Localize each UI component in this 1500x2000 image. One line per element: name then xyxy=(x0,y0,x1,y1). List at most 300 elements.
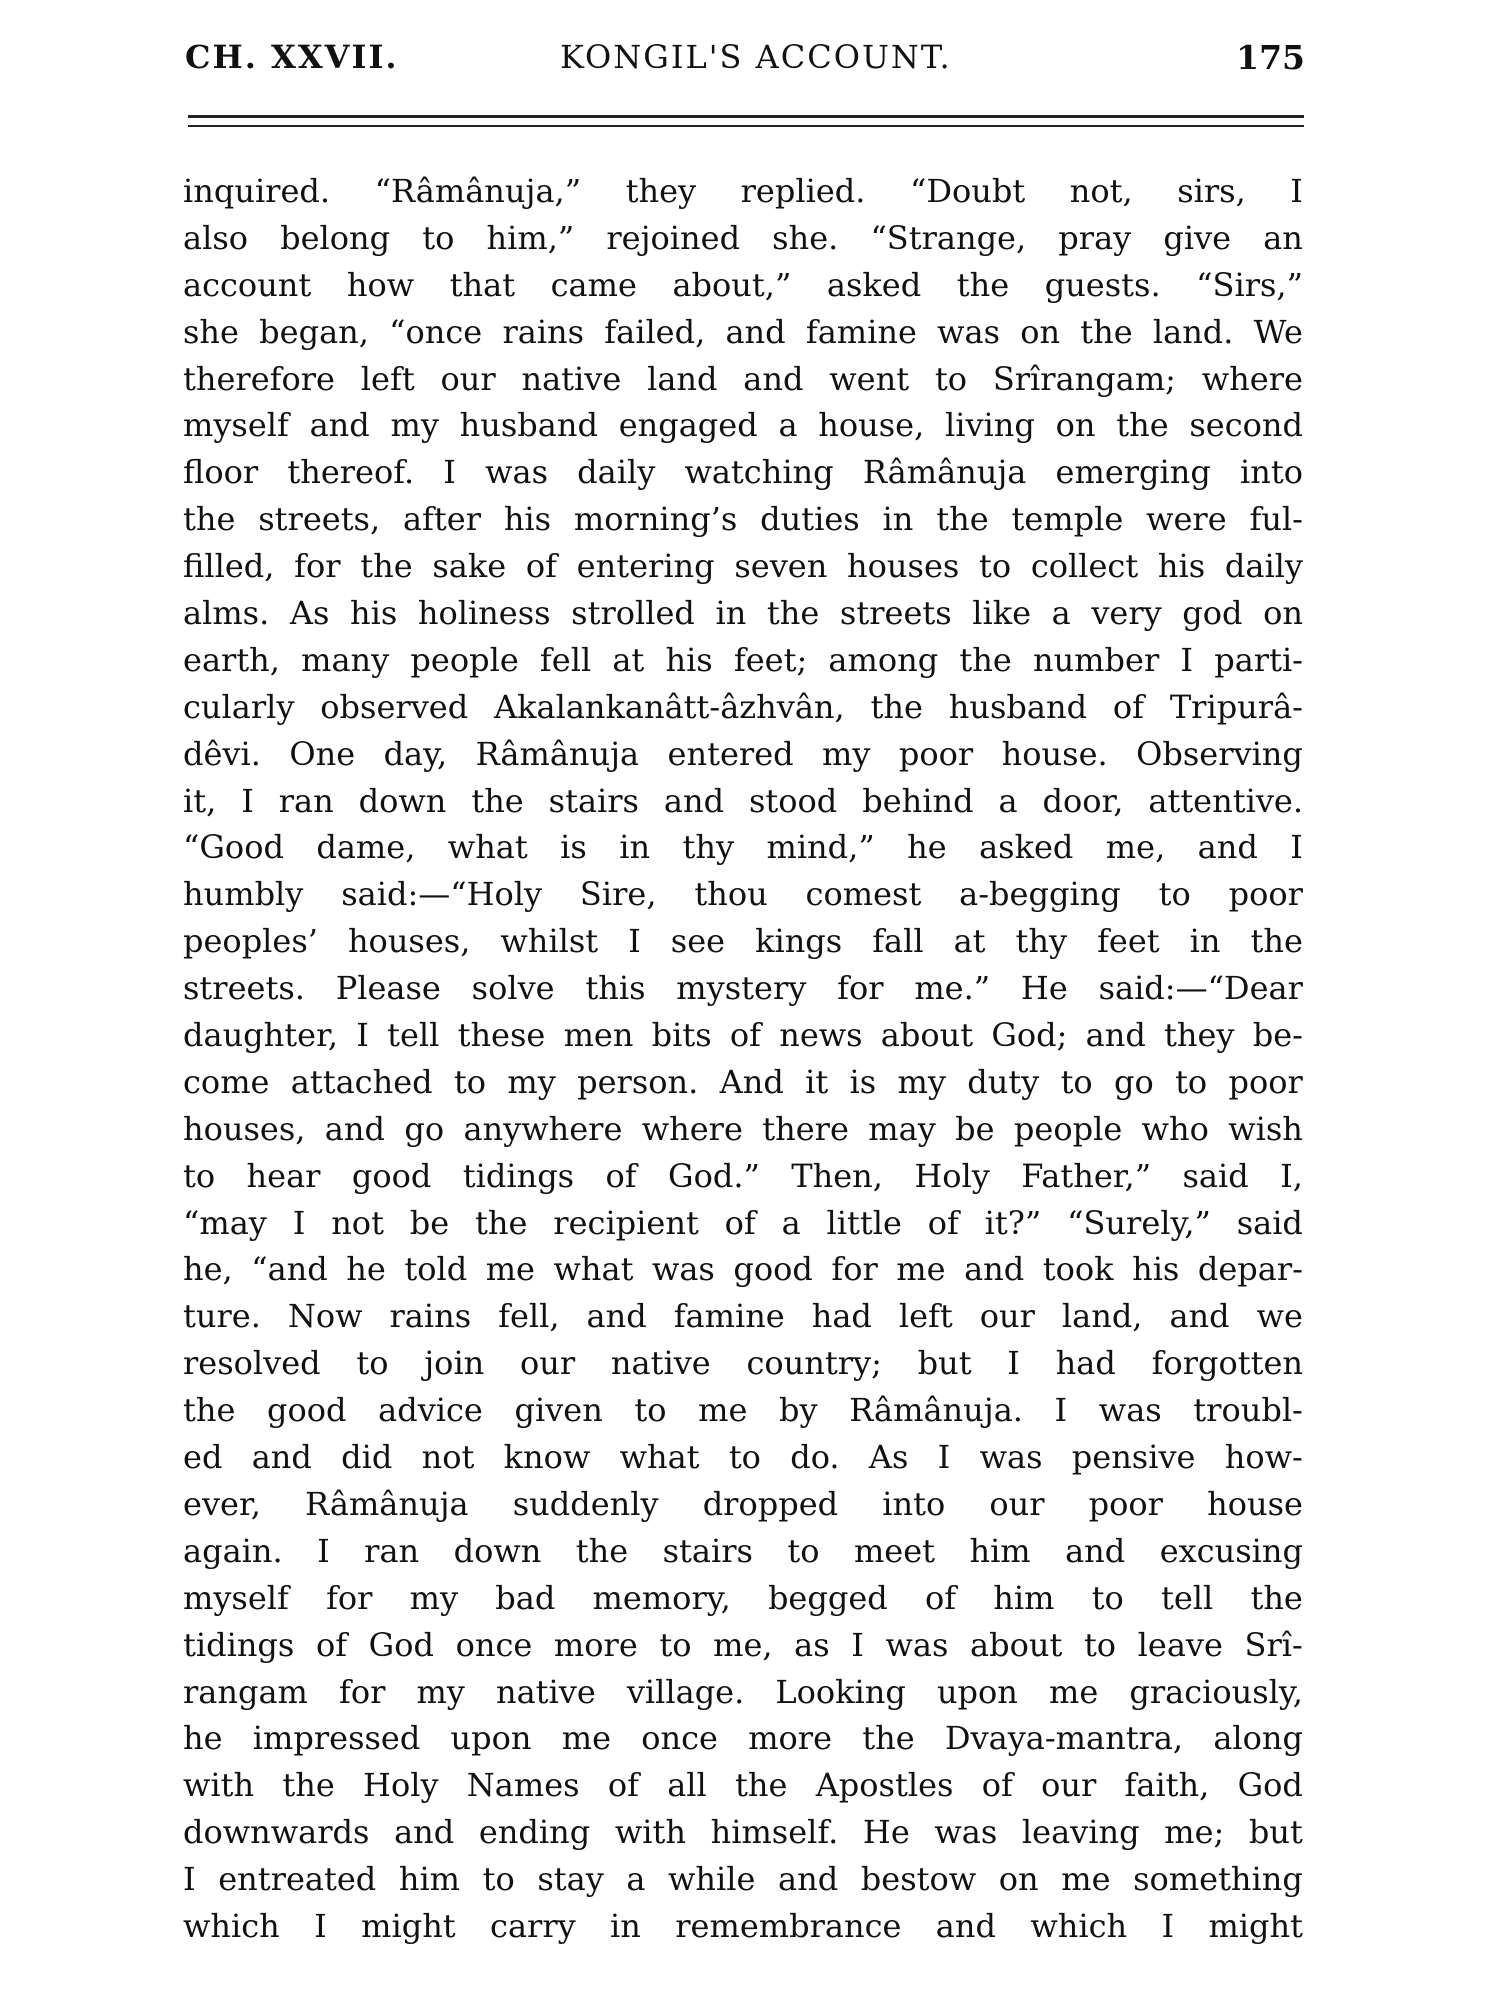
word: to xyxy=(1175,1062,1208,1101)
word: good xyxy=(267,1391,347,1430)
text-line xyxy=(183,778,1303,825)
word: more xyxy=(553,1625,638,1664)
word: tidings xyxy=(183,1625,295,1664)
word: poor xyxy=(898,734,974,773)
word: thou xyxy=(694,875,768,914)
text-line xyxy=(183,871,1303,918)
word: and xyxy=(935,1906,996,1945)
word: excusing xyxy=(1159,1531,1303,1570)
text-line xyxy=(183,1387,1303,1434)
word: be xyxy=(409,1203,450,1242)
word: the xyxy=(183,500,236,539)
word: rangam xyxy=(183,1672,308,1711)
word: we xyxy=(1256,1297,1303,1336)
word: and xyxy=(586,1297,647,1336)
word: He xyxy=(1020,969,1068,1008)
word: holiness xyxy=(417,594,551,633)
word: of xyxy=(525,547,557,586)
running-head xyxy=(185,38,1305,88)
word: seven xyxy=(734,547,828,586)
word: our xyxy=(1041,1766,1097,1805)
word: news xyxy=(779,1016,863,1055)
word: tell xyxy=(1160,1578,1214,1617)
word: to xyxy=(979,547,1012,586)
word: ever, xyxy=(183,1484,261,1523)
word: god xyxy=(1182,594,1243,633)
word: He xyxy=(862,1813,910,1852)
text-line xyxy=(183,1481,1303,1528)
word: daily xyxy=(577,453,656,492)
word: about,” xyxy=(672,265,792,304)
word: husband xyxy=(948,687,1088,726)
word: anywhere xyxy=(463,1109,623,1148)
word: resolved xyxy=(183,1344,321,1383)
word: me.” xyxy=(914,969,991,1008)
word: good xyxy=(351,1156,432,1195)
word: begged xyxy=(767,1578,888,1617)
word: had xyxy=(811,1297,872,1336)
word: himself. xyxy=(710,1813,839,1852)
word: to xyxy=(453,1062,487,1101)
word: streets xyxy=(839,594,952,633)
word: of xyxy=(605,1156,637,1195)
word: attentive. xyxy=(1148,781,1303,820)
word: feet; xyxy=(733,640,808,679)
word: stood xyxy=(748,781,838,820)
text-line xyxy=(183,1059,1303,1106)
word: feet xyxy=(1097,922,1160,961)
text-line xyxy=(183,496,1303,543)
word: graciously, xyxy=(1129,1672,1303,1711)
word: the xyxy=(1250,1578,1303,1617)
word: strolled xyxy=(571,594,695,633)
word: our xyxy=(520,1344,576,1383)
word: Then, xyxy=(791,1156,883,1195)
word: for xyxy=(837,969,884,1008)
text-line xyxy=(183,684,1303,731)
word: go xyxy=(1114,1062,1154,1101)
word: entreated xyxy=(218,1860,377,1899)
word: native xyxy=(521,359,622,398)
word: the xyxy=(575,1531,629,1570)
word: it, xyxy=(183,781,217,820)
word: God xyxy=(368,1625,434,1664)
text-line xyxy=(183,1340,1303,1387)
word: observed xyxy=(320,687,469,726)
word: entered xyxy=(667,734,794,773)
word: mind,” xyxy=(766,828,875,867)
word: “Surely,” xyxy=(1067,1203,1211,1242)
word: mystery xyxy=(676,969,807,1008)
word: rains xyxy=(502,312,585,351)
text-line xyxy=(183,1622,1303,1669)
word: the xyxy=(766,594,820,633)
word: bad xyxy=(495,1578,556,1617)
word: house. xyxy=(1001,734,1108,773)
word: thereof. xyxy=(287,453,415,492)
word: And xyxy=(719,1062,784,1101)
word: famine xyxy=(673,1297,785,1336)
word: houses, xyxy=(347,922,471,961)
word: number xyxy=(1032,640,1160,679)
text-line xyxy=(183,1200,1303,1247)
word: solve xyxy=(471,969,555,1008)
word: village. xyxy=(626,1672,745,1711)
word: my xyxy=(409,1578,459,1617)
text-line xyxy=(183,1809,1303,1856)
word: native xyxy=(610,1344,711,1383)
word: of xyxy=(315,1625,348,1664)
word: country; xyxy=(746,1344,882,1383)
word: native xyxy=(495,1672,596,1711)
header-rule-top xyxy=(188,115,1304,118)
word: the xyxy=(471,781,524,820)
word: upon xyxy=(450,1719,532,1758)
word: Râmânuja xyxy=(862,453,1027,492)
word: pensive xyxy=(1071,1438,1196,1477)
text-line xyxy=(183,1528,1303,1575)
word: I xyxy=(628,922,641,961)
word: not, xyxy=(1069,172,1133,210)
word: the xyxy=(959,640,1012,679)
word: me xyxy=(1048,1672,1099,1711)
word: come xyxy=(183,1062,270,1101)
word: rains xyxy=(389,1297,472,1336)
word: I xyxy=(1007,1344,1020,1383)
text-line xyxy=(183,1434,1303,1481)
word: Please xyxy=(335,969,441,1008)
page-number: 175 xyxy=(1236,38,1305,77)
word: a xyxy=(998,781,1018,820)
word: he xyxy=(907,828,947,867)
word: began, xyxy=(259,312,369,351)
word: As xyxy=(289,594,330,633)
word: morning’s xyxy=(573,500,738,539)
word: Now xyxy=(287,1297,363,1336)
word: into xyxy=(1240,453,1303,492)
word: my xyxy=(416,1672,465,1711)
word: dêvi. xyxy=(183,734,261,773)
word: downwards xyxy=(183,1813,370,1852)
word: my xyxy=(897,1062,946,1101)
word: said:—“Holy xyxy=(341,875,543,914)
word: to xyxy=(1060,1062,1093,1101)
word: the xyxy=(1116,406,1169,445)
word: peoples’ xyxy=(183,922,318,961)
word: people xyxy=(1013,1109,1123,1148)
word: meet xyxy=(853,1531,936,1570)
text-line xyxy=(183,1669,1303,1716)
word: was xyxy=(979,1438,1043,1477)
word: it xyxy=(805,1062,829,1101)
word: with xyxy=(183,1766,255,1805)
word: about xyxy=(970,1625,1063,1664)
word: that xyxy=(449,265,516,304)
word: where xyxy=(1201,359,1303,398)
word: inquired. xyxy=(183,172,331,210)
word: land xyxy=(647,359,718,398)
word: with xyxy=(614,1813,686,1852)
word: temple xyxy=(1011,500,1124,539)
word: for xyxy=(326,1578,373,1617)
word: humbly xyxy=(183,875,304,914)
word: was xyxy=(485,453,548,492)
word: daily xyxy=(1224,547,1303,586)
word: house, xyxy=(818,406,925,445)
word: had xyxy=(1055,1344,1116,1383)
word: to xyxy=(356,1344,389,1383)
word: day, xyxy=(383,734,448,773)
word: Holy xyxy=(914,1156,990,1195)
word: and xyxy=(725,312,786,351)
word: living xyxy=(945,406,1035,445)
word: pray xyxy=(1058,218,1132,257)
word: “Good xyxy=(183,828,284,867)
word: poor xyxy=(1088,1484,1163,1523)
word: for xyxy=(831,1250,878,1289)
word: the xyxy=(475,1203,528,1242)
word: the xyxy=(1250,922,1303,961)
text-line xyxy=(183,1575,1303,1622)
word: little xyxy=(826,1203,902,1242)
word: account xyxy=(183,265,312,304)
word: said xyxy=(1182,1156,1249,1195)
word: famine xyxy=(805,312,917,351)
word: know xyxy=(503,1438,591,1477)
word: of xyxy=(729,1016,761,1055)
word: second xyxy=(1189,406,1303,445)
word: they xyxy=(1164,1016,1235,1055)
word: thy xyxy=(1015,922,1068,961)
word: God; xyxy=(991,1016,1068,1055)
word: and xyxy=(1169,1297,1230,1336)
word: me xyxy=(698,1391,748,1430)
word: my xyxy=(390,406,439,445)
word: his xyxy=(665,640,713,679)
word: earth, xyxy=(183,640,280,679)
word: me, xyxy=(1105,828,1166,867)
word: ed xyxy=(183,1438,223,1477)
word: I xyxy=(183,1860,196,1899)
word: bits xyxy=(651,1016,712,1055)
word: be xyxy=(955,1109,995,1148)
word: down xyxy=(453,1531,542,1570)
word: went xyxy=(829,359,910,398)
text-line xyxy=(183,1762,1303,1809)
word: parti- xyxy=(1214,640,1303,679)
word: stairs xyxy=(662,1531,753,1570)
word: into xyxy=(882,1484,946,1523)
word: on xyxy=(1020,312,1061,351)
word: were xyxy=(1146,500,1227,539)
word: there xyxy=(762,1109,849,1148)
word: men xyxy=(563,1016,634,1055)
word: the xyxy=(936,500,989,539)
word: in xyxy=(619,828,651,867)
word: join xyxy=(424,1344,485,1383)
word: what xyxy=(619,1438,700,1477)
word: of xyxy=(724,1203,756,1242)
text-line xyxy=(183,731,1303,778)
word: fall xyxy=(872,922,924,961)
word: asked xyxy=(979,828,1074,867)
word: cularly xyxy=(183,687,295,726)
word: our xyxy=(989,1484,1045,1523)
text-line xyxy=(183,1106,1303,1153)
word: Srî- xyxy=(1244,1625,1303,1664)
word: houses xyxy=(847,547,960,586)
word: the xyxy=(870,687,923,726)
word: I xyxy=(241,781,254,820)
word: depar- xyxy=(1197,1250,1303,1289)
word: me; xyxy=(1164,1813,1225,1852)
word: I xyxy=(1054,1391,1068,1430)
word: good xyxy=(733,1250,813,1289)
word: door, xyxy=(1042,781,1124,820)
text-line xyxy=(183,168,1303,215)
word: what xyxy=(553,1250,634,1289)
word: One xyxy=(289,734,356,773)
text-line xyxy=(183,824,1303,871)
word: entering xyxy=(576,547,715,586)
word: his xyxy=(503,500,552,539)
word: Râmânuja xyxy=(305,1484,469,1523)
word: of xyxy=(927,1203,959,1242)
word: this xyxy=(585,969,646,1008)
word: in xyxy=(610,1906,641,1945)
word: suddenly xyxy=(512,1484,659,1523)
word: our xyxy=(440,359,496,398)
word: is xyxy=(849,1062,877,1101)
text-line xyxy=(183,1856,1303,1903)
word: the xyxy=(360,547,413,586)
word: poor xyxy=(1228,875,1303,914)
word: filled, xyxy=(183,547,275,586)
word: did xyxy=(341,1438,393,1477)
word: Sire, xyxy=(579,875,657,914)
word: at xyxy=(612,640,645,679)
word: comest xyxy=(805,875,922,914)
word: me xyxy=(561,1719,612,1758)
word: I xyxy=(443,453,456,492)
word: Apostles xyxy=(815,1766,954,1805)
word: to xyxy=(1158,875,1191,914)
word: once xyxy=(455,1625,533,1664)
word: house xyxy=(1207,1484,1303,1523)
text-line xyxy=(183,1246,1303,1293)
word: it?” xyxy=(984,1203,1042,1242)
word: “once xyxy=(389,312,483,351)
word: bestow xyxy=(860,1860,977,1899)
word: stay xyxy=(537,1860,604,1899)
word: the xyxy=(862,1719,915,1758)
text-line xyxy=(183,1903,1303,1950)
word: where xyxy=(641,1109,743,1148)
word: leaving xyxy=(1021,1813,1140,1852)
word: “Doubt xyxy=(909,172,1026,210)
word: was xyxy=(651,1250,715,1289)
word: ran xyxy=(278,781,334,820)
word: in xyxy=(882,500,914,539)
word: Râmânuja. xyxy=(849,1391,1023,1430)
word: to xyxy=(1083,1625,1117,1664)
word: leave xyxy=(1137,1625,1223,1664)
word: of xyxy=(1112,687,1144,726)
word: and xyxy=(1197,828,1258,867)
word: a xyxy=(1051,594,1071,633)
word: to xyxy=(183,1156,216,1195)
word: forgotten xyxy=(1151,1344,1303,1383)
word: and xyxy=(1065,1531,1126,1570)
word: sake xyxy=(432,547,507,586)
word: land, xyxy=(1061,1297,1143,1336)
text-line xyxy=(183,543,1303,590)
word: duty xyxy=(967,1062,1040,1101)
word: duties xyxy=(760,500,860,539)
word: “Sirs,” xyxy=(1196,265,1303,304)
word: “Strange, xyxy=(870,218,1027,257)
word: how- xyxy=(1224,1438,1303,1477)
word: asked xyxy=(826,265,922,304)
word: and xyxy=(324,1109,385,1148)
word: houses, xyxy=(183,1109,306,1148)
word: how xyxy=(346,265,415,304)
word: me xyxy=(485,1250,535,1289)
word: at xyxy=(953,922,986,961)
word: failed, xyxy=(604,312,706,351)
word: a xyxy=(781,1203,801,1242)
word: she. xyxy=(772,218,839,257)
word: was xyxy=(934,1813,998,1852)
word: memory, xyxy=(592,1578,731,1617)
word: our xyxy=(979,1297,1035,1336)
word: husband xyxy=(459,406,598,445)
word: and xyxy=(251,1438,312,1477)
word: I xyxy=(851,1625,864,1664)
word: of xyxy=(981,1766,1013,1805)
word: Observing xyxy=(1136,734,1303,773)
word: land. xyxy=(1152,312,1234,351)
word: me, xyxy=(713,1625,773,1664)
word: therefore xyxy=(183,359,335,398)
word: I xyxy=(356,1016,369,1055)
word: give xyxy=(1163,218,1232,257)
word: rejoined xyxy=(606,218,741,257)
word: fell xyxy=(539,640,592,679)
word: Tripurâ- xyxy=(1169,687,1303,726)
word: fell, xyxy=(498,1297,560,1336)
word: in xyxy=(1189,922,1221,961)
word: like xyxy=(972,594,1032,633)
word: and xyxy=(394,1813,455,1852)
word: “and xyxy=(251,1250,328,1289)
word: him xyxy=(993,1578,1055,1617)
word: impressed xyxy=(252,1719,421,1758)
word: hear xyxy=(246,1156,321,1195)
text-line xyxy=(183,590,1303,637)
word: person. xyxy=(577,1062,699,1101)
text-line xyxy=(183,449,1303,496)
word: on xyxy=(1263,594,1303,633)
word: not xyxy=(421,1438,475,1477)
word: emerging xyxy=(1055,453,1211,492)
word: and xyxy=(964,1250,1025,1289)
text-line xyxy=(183,1012,1303,1059)
word: as xyxy=(794,1625,830,1664)
word: along xyxy=(1213,1719,1303,1758)
word: I xyxy=(292,1203,306,1242)
word: faith, xyxy=(1124,1766,1210,1805)
